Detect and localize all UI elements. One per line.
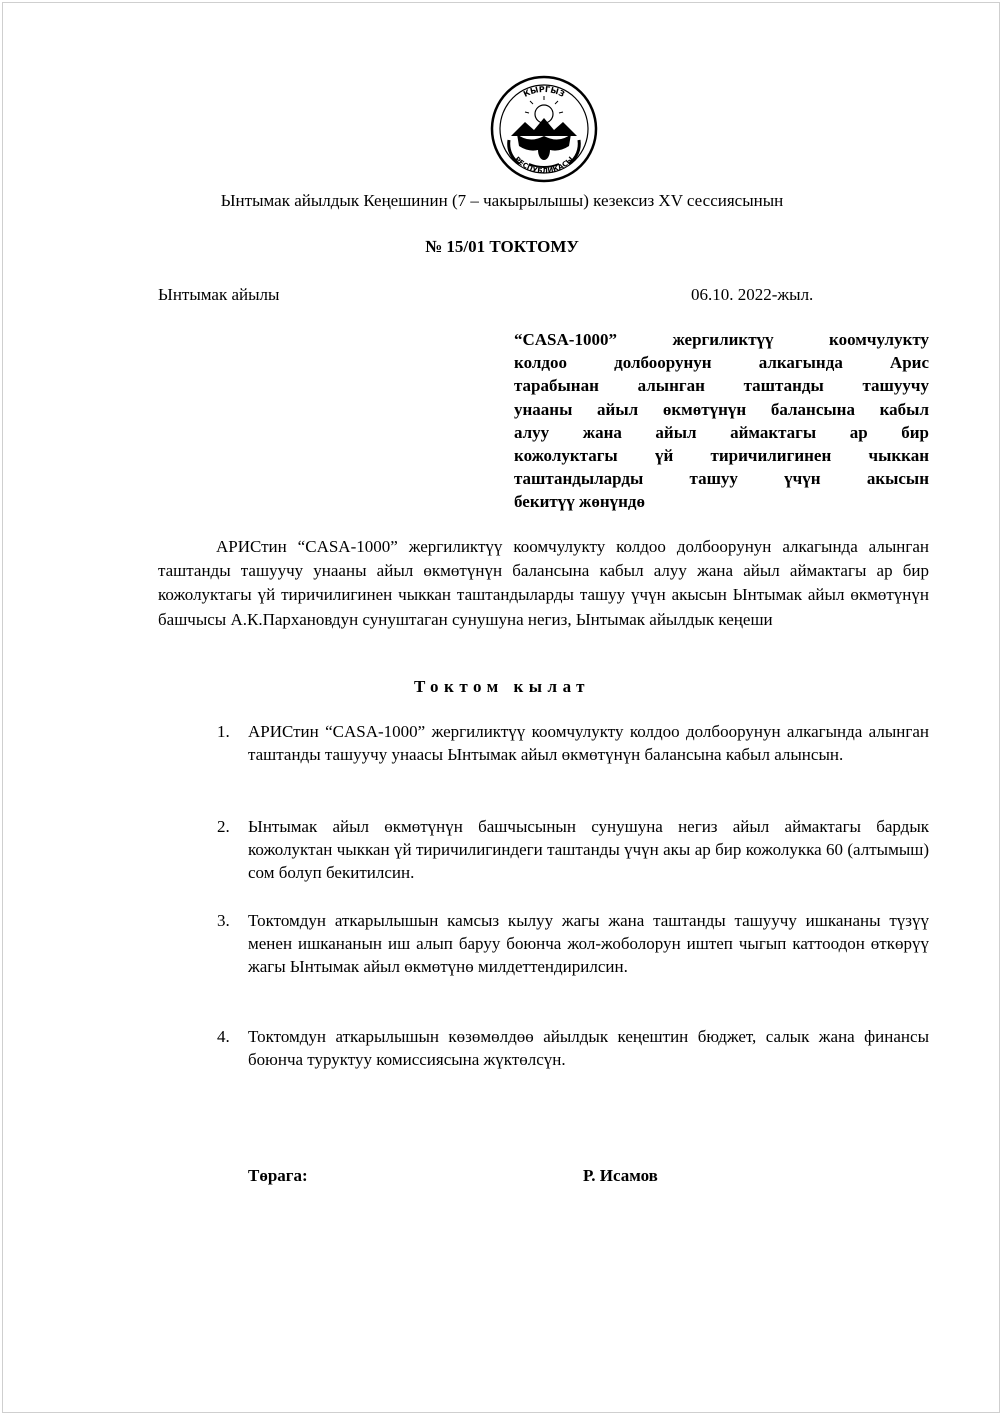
- subject-line: алуу жана айыл аймактагы ар бир: [514, 422, 929, 442]
- kyrgyz-emblem-icon: [489, 74, 599, 184]
- signature-role: Төрага:: [248, 1166, 308, 1185]
- decision-heading: Токтом кылат: [413, 677, 591, 696]
- item-number: 1.: [217, 722, 230, 741]
- subject-line: бекитүү жөнүндө: [514, 492, 646, 512]
- preamble-paragraph: АРИСтин “CASA-1000” жергиликтүү коомчулукту колдоо долбоорунун алкагында алынган таштанды ташуучу унааны айыл өкмөтүнүн балансына кабыл алуу жана айыл аймактагы ар бир кожолуктагы үй тиричилигинен чыккан таштандыларды ташуу үчүн акысын Ынтымак айыл өкмөтүнүн башчысы А.К.Пархановдун сунуштаган сунушуна негиз, Ынтымак айылдык кеңеши: [158, 537, 929, 629]
- emblem-top-text: КЫРГЫЗ: [521, 84, 567, 99]
- subject-line: тарабынан алынган таштанды ташуучу: [514, 376, 929, 396]
- document-date: 06.10. 2022-жыл.: [691, 285, 814, 304]
- page-frame: [2, 2, 1000, 1413]
- decision-item: [217, 815, 929, 885]
- subject-line: “CASA-1000” жергиликтүү коомчулукту: [514, 330, 929, 349]
- item-text: АРИСтин “CASA-1000” жергиликтүү коомчулукту колдоо долбоорунун алкагында алынган таштанды ташуучу унаасы Ынтымак айыл өкмөтүнүн балансына кабыл алынсын.: [248, 722, 929, 765]
- subject-block: [514, 328, 929, 514]
- item-number: 3.: [217, 911, 230, 930]
- signature-name: Р. Исамов: [583, 1166, 658, 1185]
- item-number: 2.: [217, 817, 230, 836]
- subject-line: колдоо долбоорунун алкагында Арис: [514, 353, 929, 373]
- emblem-bottom-text: РЕСПУБЛИКАСЫ: [512, 155, 576, 176]
- document-title: № 15/01 ТОКТОМУ: [425, 237, 579, 256]
- decision-item: [217, 1025, 929, 1071]
- place-name: Ынтымак айылы: [158, 285, 280, 304]
- decision-item: [217, 720, 929, 766]
- decision-item: [217, 909, 929, 979]
- item-text: Токтомдун аткарылышын көзөмөлдөө айылдык кеңештин бюджет, салык жана финансы боюнча туруктуу комиссиясына жүктөлсүн.: [248, 1027, 929, 1070]
- item-text: Токтомдун аткарылышын камсыз кылуу жагы жана таштанды ташуучу ишкананы түзүү менен ишкананын иш алып баруу боюнча жол-жоболорун иштеп чыгып каттоодон өткөрүү жагы Ынтымак айыл өкмөтүнө милдеттендирилсин.: [248, 911, 929, 977]
- subject-line: кожолуктагы үй тиричилигинен чыккан: [514, 446, 929, 466]
- council-session-line: Ынтымак айылдык Кеңешинин (7 – чакырылышы) кезексиз XV сессиясынын: [220, 191, 784, 210]
- subject-line: таштандыларды ташуу үчүн акысын: [514, 469, 929, 489]
- item-number: 4.: [217, 1027, 230, 1046]
- subject-line: унааны айыл өкмөтүнүн балансына кабыл: [514, 399, 929, 419]
- item-text: Ынтымак айыл өкмөтүнүн башчысынын сунушуна негиз айыл аймактагы бардык кожолуктан чыккан үй тиричилигиндеги таштанды үчүн акы ар бир кожолукка 60 (алтымыш) сом болуп бекитилсин.: [248, 817, 929, 883]
